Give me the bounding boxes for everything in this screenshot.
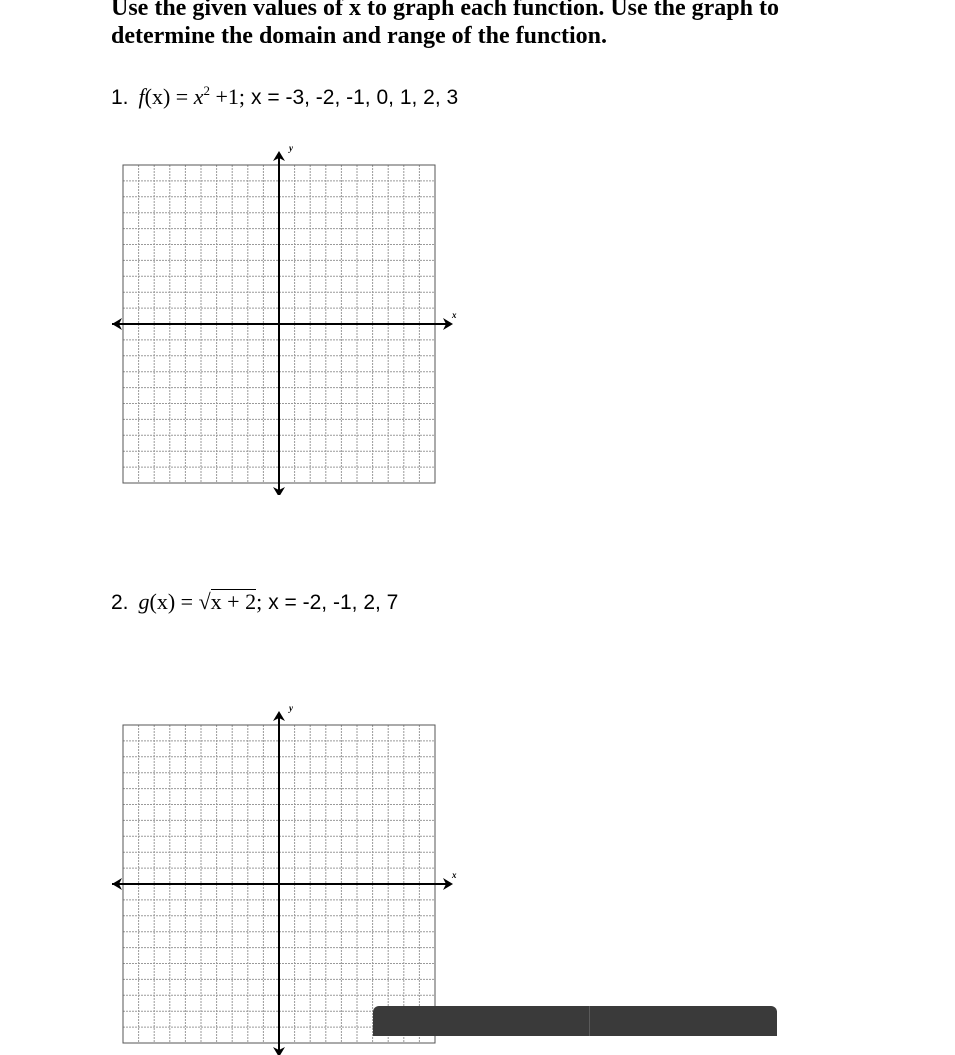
problem-2 — [111, 589, 398, 615]
function-argument: (x) = — [149, 589, 199, 614]
x-values: x = -3, -2, -1, 0, 1, 2, 3 — [251, 86, 459, 109]
radical-sign: √ — [198, 589, 211, 614]
radicand: x + 2 — [210, 589, 257, 614]
function-argument: (x) = — [144, 84, 194, 109]
function-exponent: 2 — [203, 83, 210, 98]
toolbar-segment-right[interactable] — [590, 1006, 777, 1036]
function-name: f — [138, 84, 145, 109]
function-expression — [139, 589, 263, 615]
coordinate-grid-1 — [108, 145, 458, 495]
problem-1 — [111, 84, 458, 110]
instructions-line-2: determine the domain and range of the function. — [111, 23, 607, 49]
function-expression — [139, 84, 246, 110]
instructions — [111, 0, 931, 50]
problem-number: 1. — [111, 86, 129, 109]
y-axis-label: y — [289, 145, 293, 153]
separator: ; — [256, 589, 263, 614]
problem-number: 2. — [111, 591, 129, 614]
x-axis-label: x — [452, 870, 457, 880]
separator: ; — [238, 84, 246, 109]
function-name: g — [138, 589, 150, 614]
toolbar-segment-left[interactable] — [373, 1006, 590, 1036]
instructions-line-1: Use the given values of x to graph each function. Use the graph to — [111, 0, 779, 21]
coordinate-grid-2 — [108, 705, 458, 1055]
x-values: x = -2, -1, 2, 7 — [268, 591, 399, 614]
y-axis-label: y — [289, 705, 293, 713]
function-base: x — [193, 84, 204, 109]
function-tail: +1 — [209, 84, 239, 109]
x-axis-label: x — [452, 310, 457, 320]
bottom-toolbar[interactable] — [373, 1006, 777, 1036]
